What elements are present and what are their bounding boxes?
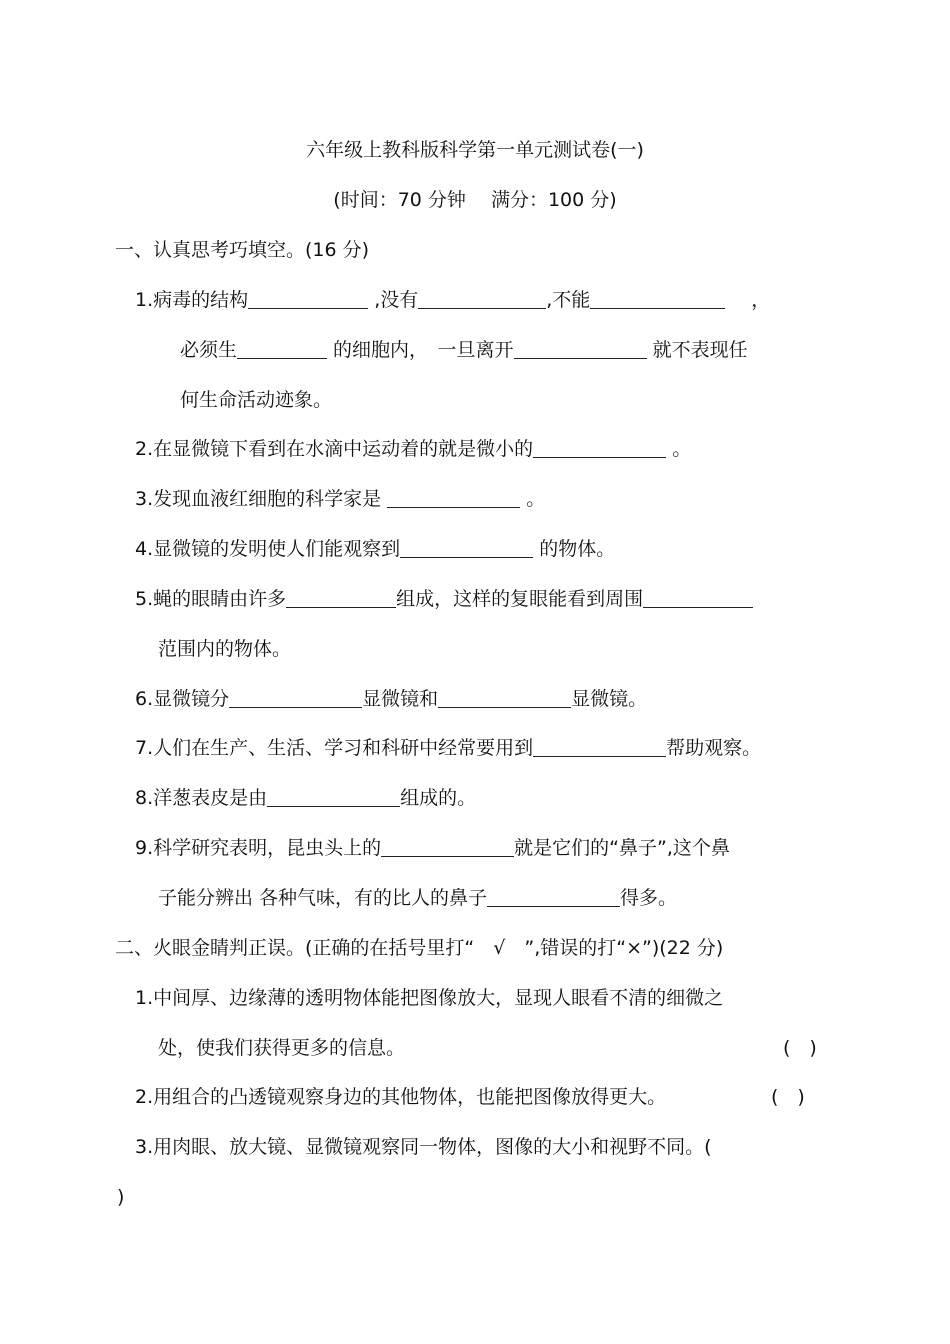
question-text: 就不表现任 [646, 339, 748, 361]
answer-blank[interactable] [533, 437, 666, 458]
answer-blank[interactable] [438, 687, 571, 708]
answer-blank[interactable] [248, 288, 368, 309]
question-text: 用组合的凸透镜观察身边的其他物体，也能把图像放得更大。 [153, 1086, 667, 1108]
answer-blank[interactable] [286, 587, 396, 608]
question-text: 发现血液红细胞的科学家是 [153, 488, 388, 510]
answer-blank[interactable] [387, 487, 520, 508]
question-text: 显微镜分 [153, 688, 230, 710]
question-text: 子能分辨出 各种气味，有的比人的鼻子 [158, 887, 488, 909]
question-text: 人们在生产、生活、学习和科研中经常要用到 [153, 737, 534, 759]
question-number: 9. [135, 837, 154, 859]
judge-question-3 [135, 1134, 712, 1160]
question-text: 得多。 [620, 887, 678, 909]
question-text: 用肉眼、放大镜、显微镜观察同一物体，图像的大小和视野不同。( [153, 1136, 712, 1158]
question-1-line-3: 何生命活动迹象。 [180, 389, 333, 411]
question-2 [135, 436, 691, 462]
question-text: 。 [520, 488, 546, 510]
question-text: 。 [666, 438, 692, 460]
question-text: 组成，这样的复眼能看到周围 [396, 588, 644, 610]
answer-blank[interactable] [590, 288, 725, 309]
question-text: 洋葱表皮是由 [153, 787, 268, 809]
question-4 [135, 536, 615, 562]
question-number: 3. [135, 1136, 154, 1158]
question-3 [135, 486, 545, 512]
question-text: 蝇的眼睛由许多 [153, 588, 287, 610]
question-1-line-2 [180, 337, 748, 363]
question-text: 中间厚、边缘薄的透明物体能把图像放大，显现人眼看不清的细微之 [153, 987, 724, 1009]
answer-parentheses[interactable]: ( ) [771, 1086, 805, 1108]
question-number: 6. [135, 688, 154, 710]
question-text: 在显微镜下看到在水滴中运动着的就是微小的 [153, 438, 534, 460]
question-text: 帮助观察。 [666, 737, 762, 759]
question-text: 的物体。 [533, 538, 616, 560]
question-text: ， [751, 289, 771, 311]
question-1-line-1 [135, 287, 770, 313]
answer-blank[interactable] [400, 537, 533, 558]
judge-question-1-line-1 [135, 985, 723, 1011]
question-6 [135, 686, 647, 712]
answer-blank[interactable] [533, 736, 666, 757]
question-number: 5. [135, 588, 154, 610]
exam-info: (时间：70 分钟 满分：100 分) [333, 189, 617, 211]
question-text: 显微镜和 [362, 688, 439, 710]
section-1-heading: 一、认真思考巧填空。(16 分) [115, 239, 370, 261]
question-number: 1. [135, 987, 154, 1009]
question-text: ,不能 [546, 289, 591, 311]
question-text: 科学研究表明，昆虫头上的 [153, 837, 382, 859]
question-9-line-1 [135, 835, 730, 861]
question-number: 1. [135, 289, 154, 311]
answer-blank[interactable] [237, 338, 327, 359]
question-text: 的细胞内， 一旦离开 [327, 339, 514, 361]
answer-parentheses[interactable]: ( ) [783, 1037, 817, 1059]
judge-question-2 [135, 1084, 666, 1110]
answer-blank[interactable] [267, 786, 400, 807]
question-number: 7. [135, 737, 154, 759]
question-9-line-2 [158, 885, 677, 911]
page-title: 六年级上教科版科学第一单元测试卷(一) [306, 139, 644, 161]
question-text: 病毒的结构 [153, 289, 249, 311]
answer-blank[interactable] [643, 587, 753, 608]
question-text: 就是它们的“鼻子”,这个鼻 [514, 837, 730, 859]
question-number: 8. [135, 787, 154, 809]
question-number: 3. [135, 488, 154, 510]
question-number: 2. [135, 438, 154, 460]
question-text: ,没有 [368, 289, 419, 311]
judge-question-1-line-2: 处，使我们获得更多的信息。 [158, 1037, 406, 1059]
answer-parentheses-close[interactable]: ) [117, 1186, 125, 1208]
question-5-line-1 [135, 586, 753, 612]
question-number: 2. [135, 1086, 154, 1108]
question-number: 4. [135, 538, 154, 560]
answer-blank[interactable] [381, 836, 514, 857]
question-5-line-2: 范围内的物体。 [158, 638, 292, 660]
answer-blank[interactable] [514, 338, 647, 359]
question-text: 显微镜。 [571, 688, 648, 710]
answer-blank[interactable] [229, 687, 362, 708]
question-8 [135, 785, 476, 811]
question-text: 组成的。 [400, 787, 477, 809]
question-text: 显微镜的发明使人们能观察到 [153, 538, 401, 560]
section-2-heading: 二、火眼金睛判正误。(正确的在括号里打“ √ ”,错误的打“×”)(22 分) [115, 937, 724, 959]
answer-blank[interactable] [487, 886, 620, 907]
question-text: 必须生 [180, 339, 238, 361]
question-7 [135, 735, 761, 761]
answer-blank[interactable] [418, 288, 546, 309]
